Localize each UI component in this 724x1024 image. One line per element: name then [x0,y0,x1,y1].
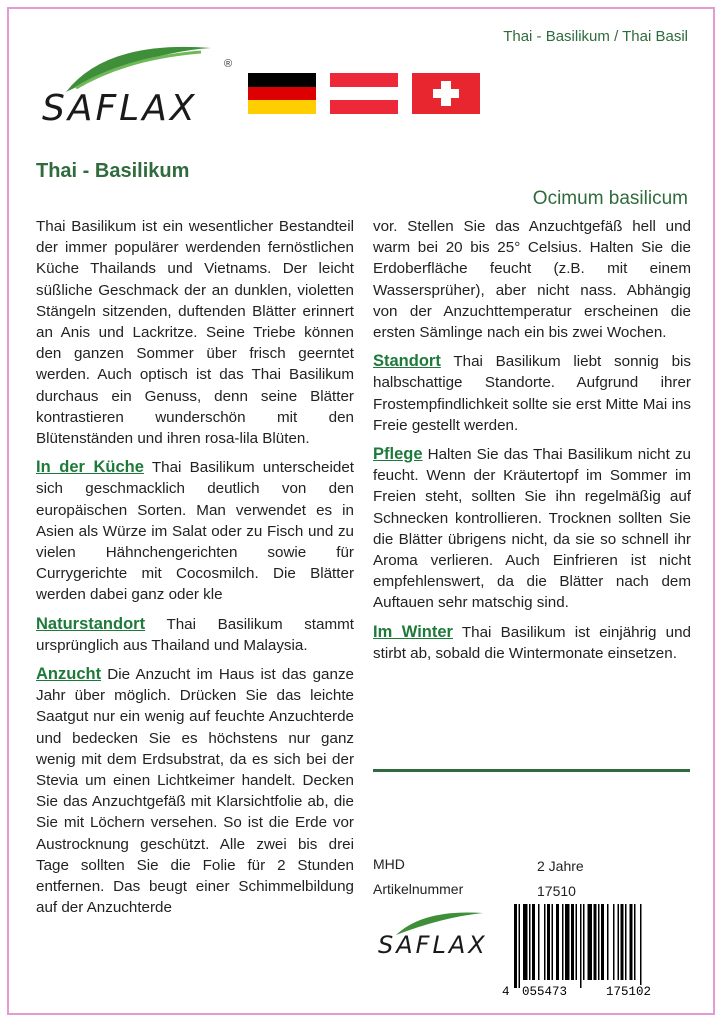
section-pflege [373,444,691,614]
divider-line [373,769,690,772]
austria-flag-icon [330,73,398,114]
right-column [373,216,691,672]
header-product-title: Thai - Basilikum / Thai Basil [503,28,688,45]
heading-anzucht: Anzucht [36,665,102,684]
latin-name: Ocimum basilicum [532,188,688,209]
section-anzucht [36,664,354,918]
barcode [502,904,690,1004]
section-winter [373,622,691,664]
text-naturstandort: Thai Basilikum stammt ursprünglich aus Thailand und Malaysia. [36,615,354,654]
mhd-value: 2 Jahre [537,858,584,874]
text-winter: Thai Basilikum ist einjährig und stirbt ab, sobald die Wintermonate einsetzen. [373,623,691,662]
intro-paragraph: Thai Basilikum ist ein wesentlicher Bestandteil der immer populärer werdenden fernöstlichen Küche Thailands und Vietnams. Der leicht süßliche Geschmack der an dunklen, violetten Stängeln sitzenden, duftenden Blätter erinnert an Anis und Lackritze. Seine Triebe können den ganzen Sommer über frisch geerntet werden. Auch optisch ist das Thai Basilikum durchaus ein Genuss, denn seine Blätter kontrastieren wunderschön mit den Blütenständen und ihren rosa-lila Blüten. [36,218,354,448]
heading-winter: Im Winter [373,622,453,641]
registered-mark: ® [224,58,233,70]
germany-flag-icon [248,73,316,114]
section-standort [373,351,691,436]
anzucht-continued: vor. Stellen Sie das Anzuchtgefäß hell und warm bei 20 bis 25° Celsius. Halten Sie die Erdoberfläche feucht (z.B. mit einem Wassersprüher), aber nicht nass. Abhängig von der Anzuchttemperatur erscheinen die ersten Sämlinge nach ein bis zwei Wochen. [373,218,691,342]
text-anzucht: Die Anzucht im Haus ist das ganze Jahr über möglich. Drücken Sie das leichte Saatgut nur ein wenig auf feuchte Anzuchterde und bedecken Sie es höchstens nur ganz wenig mit dem Erdsubstrat, da es sich bei der Stevia um einen Lichtkeimer handelt. Decken Sie das Anzuchtgefäß mit Klarsichtfolie ab, die Sie mit Löchern versehen. So ist die Erde vor Austrocknung geschützt. Alle zwei bis drei Tage sollten Sie die Folie für 2 Stunden entfernen. Das beugt einer Schimmelbildung auf der Anzuchterde [36,666,354,917]
heading-standort: Standort [373,352,441,371]
text-pflege: Halten Sie das Thai Basilikum nicht zu feucht. Wenn der Kräutertopf im Sommer im Freien steht, sollten Sie ihn regelmäßig auf Schnecken kontrollieren. Trocknen sollten Sie die Blätter übrigens nicht, da sie so schnell ihr Aroma verlieren. Auch Einfrieren ist nicht empfehlenswert, da die Blätter nach dem Auftauen sehr matschig sind. [373,446,691,612]
article-number-label: Artikelnummer [373,881,464,897]
text-kueche: Thai Basilikum unterscheidet sich geschmacklich deutlich von den europäischen Sorten. Man verwendet es in Asien als Würze im Salat oder zu Fisch und zu vielen Hähnchengerichten sowie für Currygerichte mit Cocosmilch. Die Blätter werden dabei ganz oder kle [36,459,354,604]
heading-pflege: Pflege [373,445,423,464]
saflax-logo-small [378,905,498,975]
switzerland-flag-icon [412,73,480,114]
left-column [36,216,354,986]
section-naturstandort [36,614,354,656]
heading-naturstandort: Naturstandort [36,614,146,633]
barcode-bars [502,904,690,988]
brand-name-small: SAFLAX [378,931,488,959]
section-kueche [36,457,354,605]
heading-kueche: In der Küche [36,458,144,477]
barcode-digit-first: 4 [502,985,510,999]
barcode-group-right: 175102 [606,985,652,999]
brand-name: SAFLAX [42,88,198,129]
barcode-group-left: 055473 [522,985,568,999]
article-number-value: 17510 [537,883,576,899]
saflax-logo [36,30,241,129]
mhd-label: MHD [373,856,405,872]
text-standort: Thai Basilikum liebt sonnig bis halbschattige Standorte. Aufgrund ihrer Frostempfindlichkeit sollte sie erst Mitte Mai ins Freie gestellt werden. [373,353,691,434]
page-title: Thai - Basilikum [36,160,190,182]
